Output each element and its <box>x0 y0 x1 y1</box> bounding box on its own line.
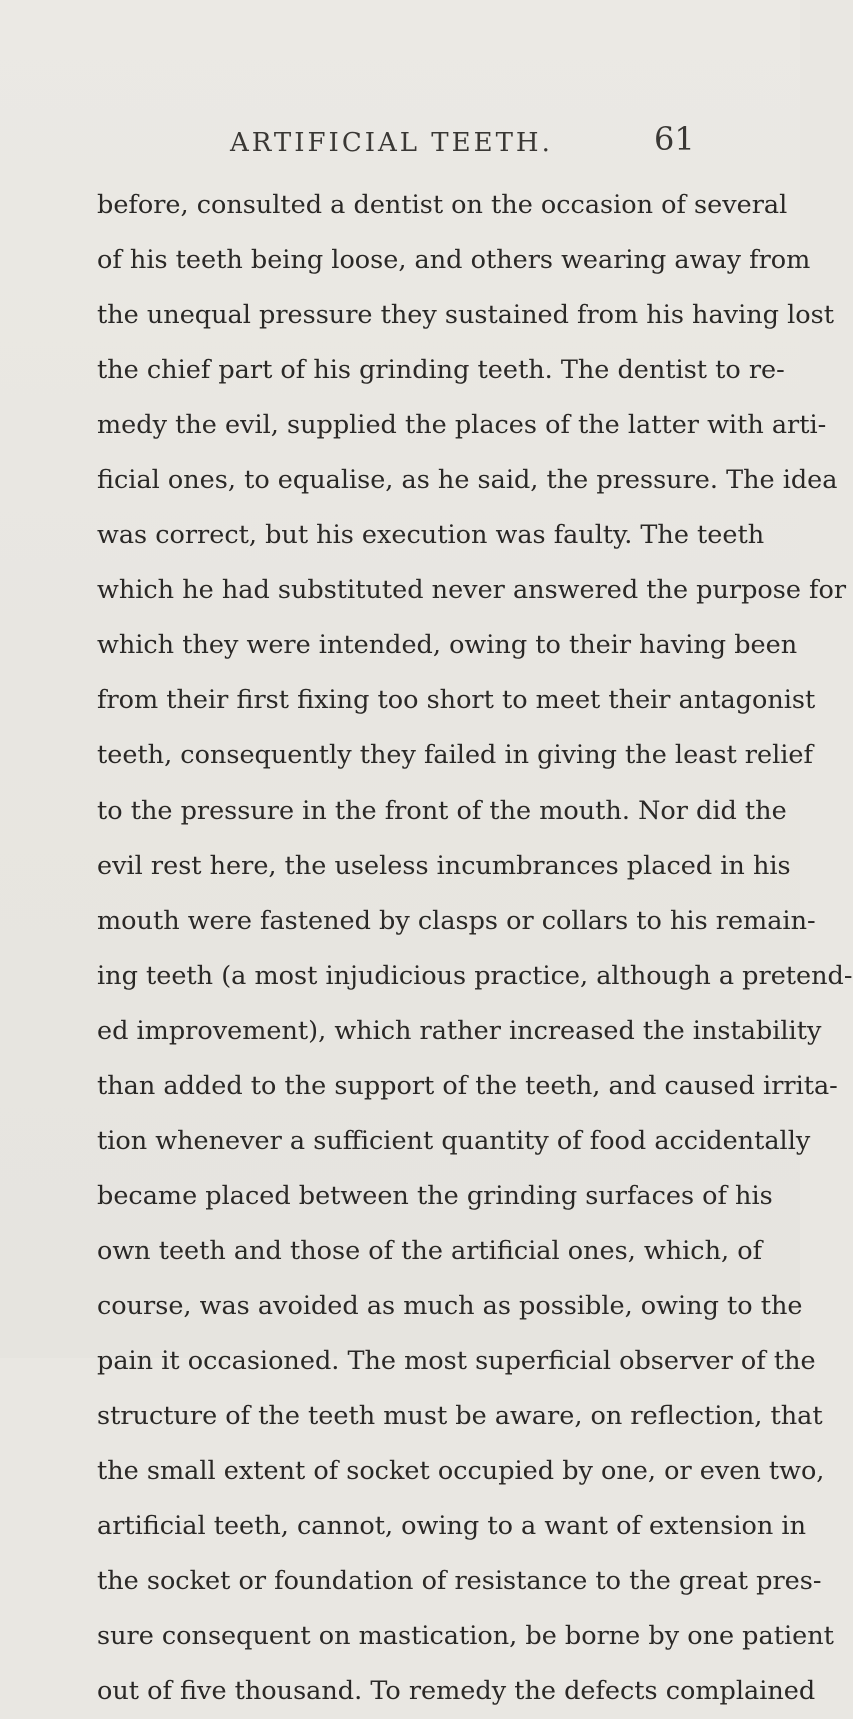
text-line: the unequal pressure they sustained from his having lost <box>97 300 834 331</box>
text-line: structure of the teeth must be aware, on reflection, that <box>97 1401 823 1432</box>
text-line: pain it occasioned. The most superficial observer of the <box>97 1345 816 1376</box>
running-head: ARTIFICIAL TEETH. <box>230 128 553 158</box>
text-line: the small extent of socket occupied by one, or even two, <box>97 1456 825 1487</box>
page-number: 61 <box>654 120 695 158</box>
text-line: ed improvement), which rather increased the instability <box>97 1015 822 1046</box>
text-line: which he had substituted never answered the purpose for <box>97 575 847 606</box>
text-line: artificial teeth, cannot, owing to a want of extension in <box>97 1511 806 1542</box>
text-line: evil rest here, the useless incumbrances placed in his <box>97 850 791 881</box>
text-line: was correct, but his execution was faulty. The teeth <box>97 520 765 551</box>
text-line: the socket or foundation of resistance to the great pres- <box>97 1566 822 1597</box>
text-line: course, was avoided as much as possible, owing to the <box>97 1290 803 1321</box>
text-line: became placed between the grinding surfaces of his <box>97 1180 773 1211</box>
body-text <box>97 178 853 1719</box>
text-line: mouth were fastened by clasps or collars to his remain- <box>97 905 816 936</box>
text-line: which they were intended, owing to their having been <box>97 630 798 661</box>
text-line: medy the evil, supplied the places of the latter with arti- <box>97 410 827 441</box>
text-line: tion whenever a sufficient quantity of food accidentally <box>97 1125 811 1156</box>
text-line: out of five thousand. To remedy the defects complained <box>97 1676 816 1707</box>
text-line: before, consulted a dentist on the occasion of several <box>97 190 788 220</box>
text-line: teeth, consequently they failed in giving the least relief <box>97 740 813 771</box>
text-line: of his teeth being loose, and others wearing away from <box>97 245 811 276</box>
text-line: the chief part of his grinding teeth. The dentist to re- <box>97 355 785 386</box>
text-line: than added to the support of the teeth, and caused irrita- <box>97 1070 838 1101</box>
text-line: sure consequent on mastication, be borne by one patient <box>97 1621 834 1652</box>
text-line: from their first fixing too short to meet their antagonist <box>97 685 816 716</box>
text-line: own teeth and those of the artificial ones, which, of <box>97 1235 763 1266</box>
text-line: to the pressure in the front of the mouth. Nor did the <box>97 795 787 826</box>
text-line: ing teeth (a most injudicious practice, although a pretend- <box>97 960 853 991</box>
text-line: ficial ones, to equalise, as he said, the pressure. The idea <box>97 465 838 496</box>
